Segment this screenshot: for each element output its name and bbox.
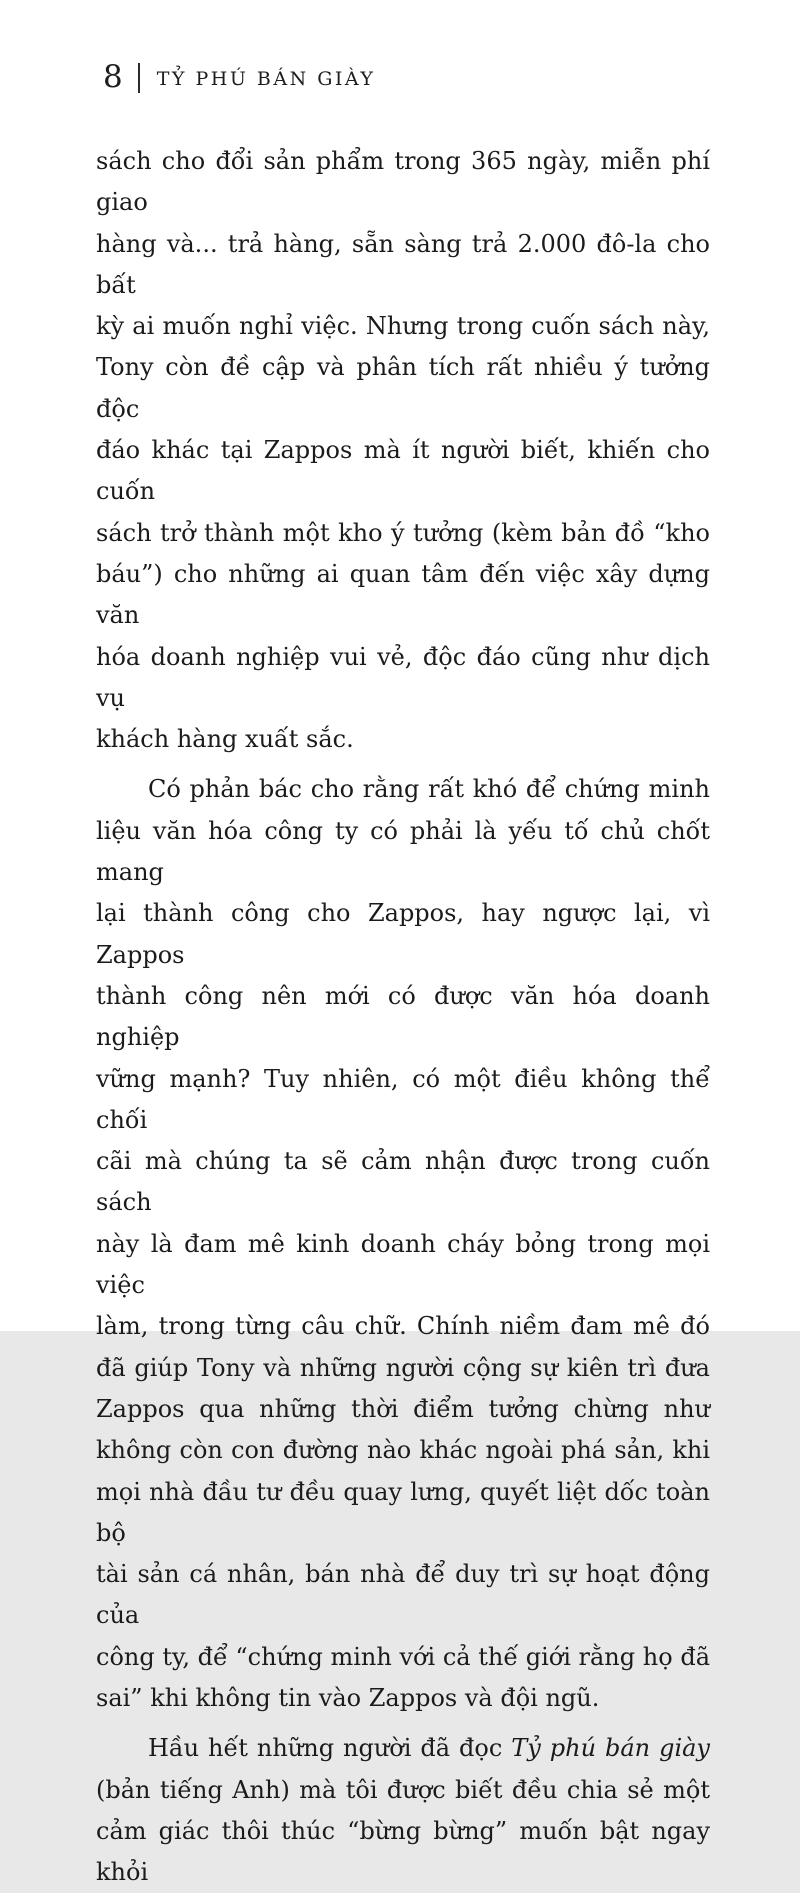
header-divider — [138, 63, 140, 93]
text-line: Có phản bác cho rằng rất khó để chứng minh — [148, 775, 710, 804]
text-line: đáo khác tại Zappos mà ít người biết, khiến cho cuốn — [96, 436, 710, 506]
text-line: hóa doanh nghiệp vui vẻ, độc đáo cũng như dịch vụ — [96, 642, 710, 712]
text-line: hàng và... trả hàng, sẵn sàng trả 2.000 đô-la cho bất — [96, 229, 710, 299]
text-line: sai” khi không tin vào Zappos và đội ngũ. — [96, 1683, 600, 1712]
running-title: TỶ PHÚ BÁN GIÀY — [156, 68, 376, 90]
text-line: báu”) cho những ai quan tâm đến việc xây dựng văn — [96, 559, 710, 630]
text-line: Zappos qua những thời điểm tưởng chừng như — [96, 1394, 710, 1423]
text-line: sách cho đổi sản phẩm trong 365 ngày, miễn phí giao — [96, 147, 710, 217]
text-line: thành công nên mới có được văn hóa doanh nghiệp — [96, 981, 710, 1052]
text-line: tài sản cá nhân, bán nhà để duy trì sự hoạt động của — [96, 1560, 710, 1630]
paragraph-3 — [96, 1728, 710, 1893]
text-line: Tony còn đề cập và phân tích rất nhiều ý tưởng độc — [96, 353, 710, 423]
text-body — [96, 141, 710, 1893]
text-line: lại thành công cho Zappos, hay ngược lại, vì Zappos — [96, 899, 710, 969]
text-line: vững mạnh? Tuy nhiên, có một điều không thể chối — [96, 1064, 710, 1134]
text-segment: Hầu hết những người đã đọc — [148, 1734, 512, 1763]
text-line: không còn con đường nào khác ngoài phá sản, khi — [96, 1436, 710, 1465]
page-number: 8 — [103, 59, 123, 95]
text-line: cảm giác thôi thúc “bừng bừng” muốn bật ngay khỏi — [96, 1816, 710, 1887]
text-line: kỳ ai muốn nghỉ việc. Nhưng trong cuốn sách này, — [96, 312, 710, 341]
text-line: đã giúp Tony và những người cộng sự kiên trì đưa — [96, 1353, 710, 1382]
page-header — [103, 59, 376, 95]
paragraph-2 — [96, 769, 710, 1719]
text-line — [96, 1728, 710, 1769]
text-line: (bản tiếng Anh) mà tôi được biết đều chia sẻ một — [96, 1775, 710, 1804]
text-line: liệu văn hóa công ty có phải là yếu tố chủ chốt mang — [96, 816, 710, 887]
book-title-italic: Tỷ phú bán giày — [511, 1734, 710, 1763]
text-line: này là đam mê kinh doanh cháy bỏng trong mọi việc — [96, 1229, 710, 1300]
text-line: khách hàng xuất sắc. — [96, 725, 354, 754]
paragraph-1 — [96, 141, 710, 760]
text-line: công ty, để “chứng minh với cả thế giới rằng họ đã — [96, 1642, 710, 1671]
text-line: sách trở thành một kho ý tưởng (kèm bản đồ “kho — [96, 518, 710, 547]
text-line: làm, trong từng câu chữ. Chính niềm đam mê đó — [96, 1312, 710, 1341]
text-line: cãi mà chúng ta sẽ cảm nhận được trong cuốn sách — [96, 1147, 710, 1217]
text-line: mọi nhà đầu tư đều quay lưng, quyết liệt dốc toàn bộ — [96, 1477, 710, 1547]
